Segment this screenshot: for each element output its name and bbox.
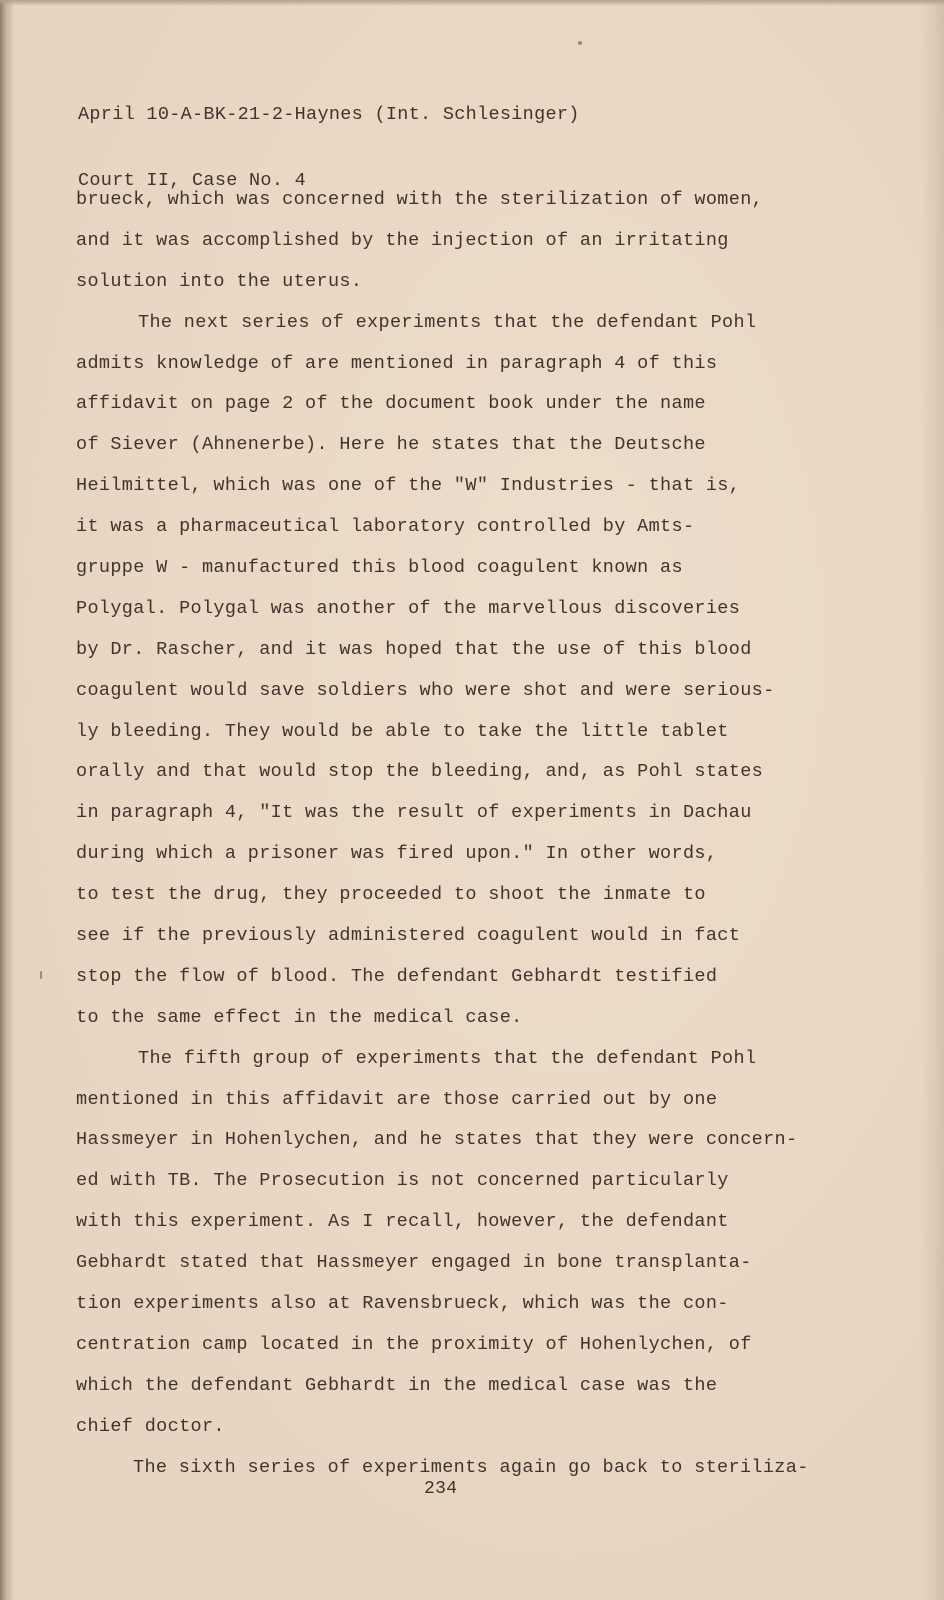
- body-line: Hassmeyer in Hohenlychen, and he states that they were concern-: [76, 1129, 798, 1151]
- body-line: gruppe W - manufactured this blood coagulent known as: [76, 557, 683, 579]
- body-line: of Siever (Ahnenerbe). Here he states that the Deutsche: [76, 434, 706, 456]
- body-line: admits knowledge of are mentioned in paragraph 4 of this: [76, 352, 718, 374]
- body-line: see if the previously administered coagulent would in fact: [76, 925, 741, 947]
- paragraph-start-line: The next series of experiments that the defendant Pohl: [138, 311, 757, 333]
- body-line: which the defendant Gebhardt in the medical case was the: [76, 1374, 718, 1396]
- paragraph-start-line: The sixth series of experiments again go back to steriliza-: [133, 1456, 809, 1478]
- header-line-2: Court II, Case No. 4: [78, 170, 307, 191]
- body-line: solution into the uterus.: [76, 270, 363, 292]
- body-line: Heilmittel, which was one of the "W" Industries - that is,: [76, 475, 741, 497]
- body-line: ed with TB. The Prosecution is not concerned particularly: [76, 1170, 729, 1192]
- body-line: centration camp located in the proximity of Hohenlychen, of: [76, 1333, 752, 1355]
- body-line: mentioned in this affidavit are those carried out by one: [76, 1088, 718, 1110]
- body-line: chief doctor.: [76, 1415, 225, 1437]
- page-top-edge: [0, 0, 944, 6]
- body-line: by Dr. Rascher, and it was hoped that the use of this blood: [76, 638, 752, 660]
- body-line: Polygal. Polygal was another of the marvellous discoveries: [76, 597, 741, 619]
- page-left-edge: [0, 0, 14, 1600]
- body-line: stop the flow of blood. The defendant Gebhardt testified: [76, 965, 718, 987]
- body-line: to test the drug, they proceeded to shoot the inmate to: [76, 884, 706, 906]
- body-line: it was a pharmaceutical laboratory controlled by Amts-: [76, 516, 695, 538]
- paper-mark: [40, 971, 42, 979]
- body-line: to the same effect in the medical case.: [76, 1006, 523, 1028]
- body-line: in paragraph 4, "It was the result of experiments in Dachau: [76, 802, 752, 824]
- body-line: coagulent would save soldiers who were shot and were serious-: [76, 679, 775, 701]
- paragraph-start-line: The fifth group of experiments that the defendant Pohl: [138, 1047, 757, 1069]
- body-line: tion experiments also at Ravensbrueck, which was the con-: [76, 1293, 729, 1315]
- header-line-1: April 10-A-BK-21-2-Haynes (Int. Schlesinger): [78, 104, 580, 125]
- document-body: [76, 180, 876, 1489]
- body-line: and it was accomplished by the injection of an irritating: [76, 229, 729, 251]
- body-line: Gebhardt stated that Hassmeyer engaged in bone transplanta-: [76, 1252, 752, 1274]
- page-number: 234: [424, 1479, 458, 1499]
- body-line: affidavit on page 2 of the document book under the name: [76, 393, 706, 415]
- body-line: ly bleeding. They would be able to take the little tablet: [76, 720, 729, 742]
- paper-speck: [578, 41, 582, 45]
- body-line: brueck, which was concerned with the sterilization of women,: [76, 189, 764, 210]
- body-line: with this experiment. As I recall, however, the defendant: [76, 1211, 729, 1233]
- body-line: during which a prisoner was fired upon." In other words,: [76, 843, 718, 865]
- body-line: orally and that would stop the bleeding, and, as Pohl states: [76, 761, 764, 783]
